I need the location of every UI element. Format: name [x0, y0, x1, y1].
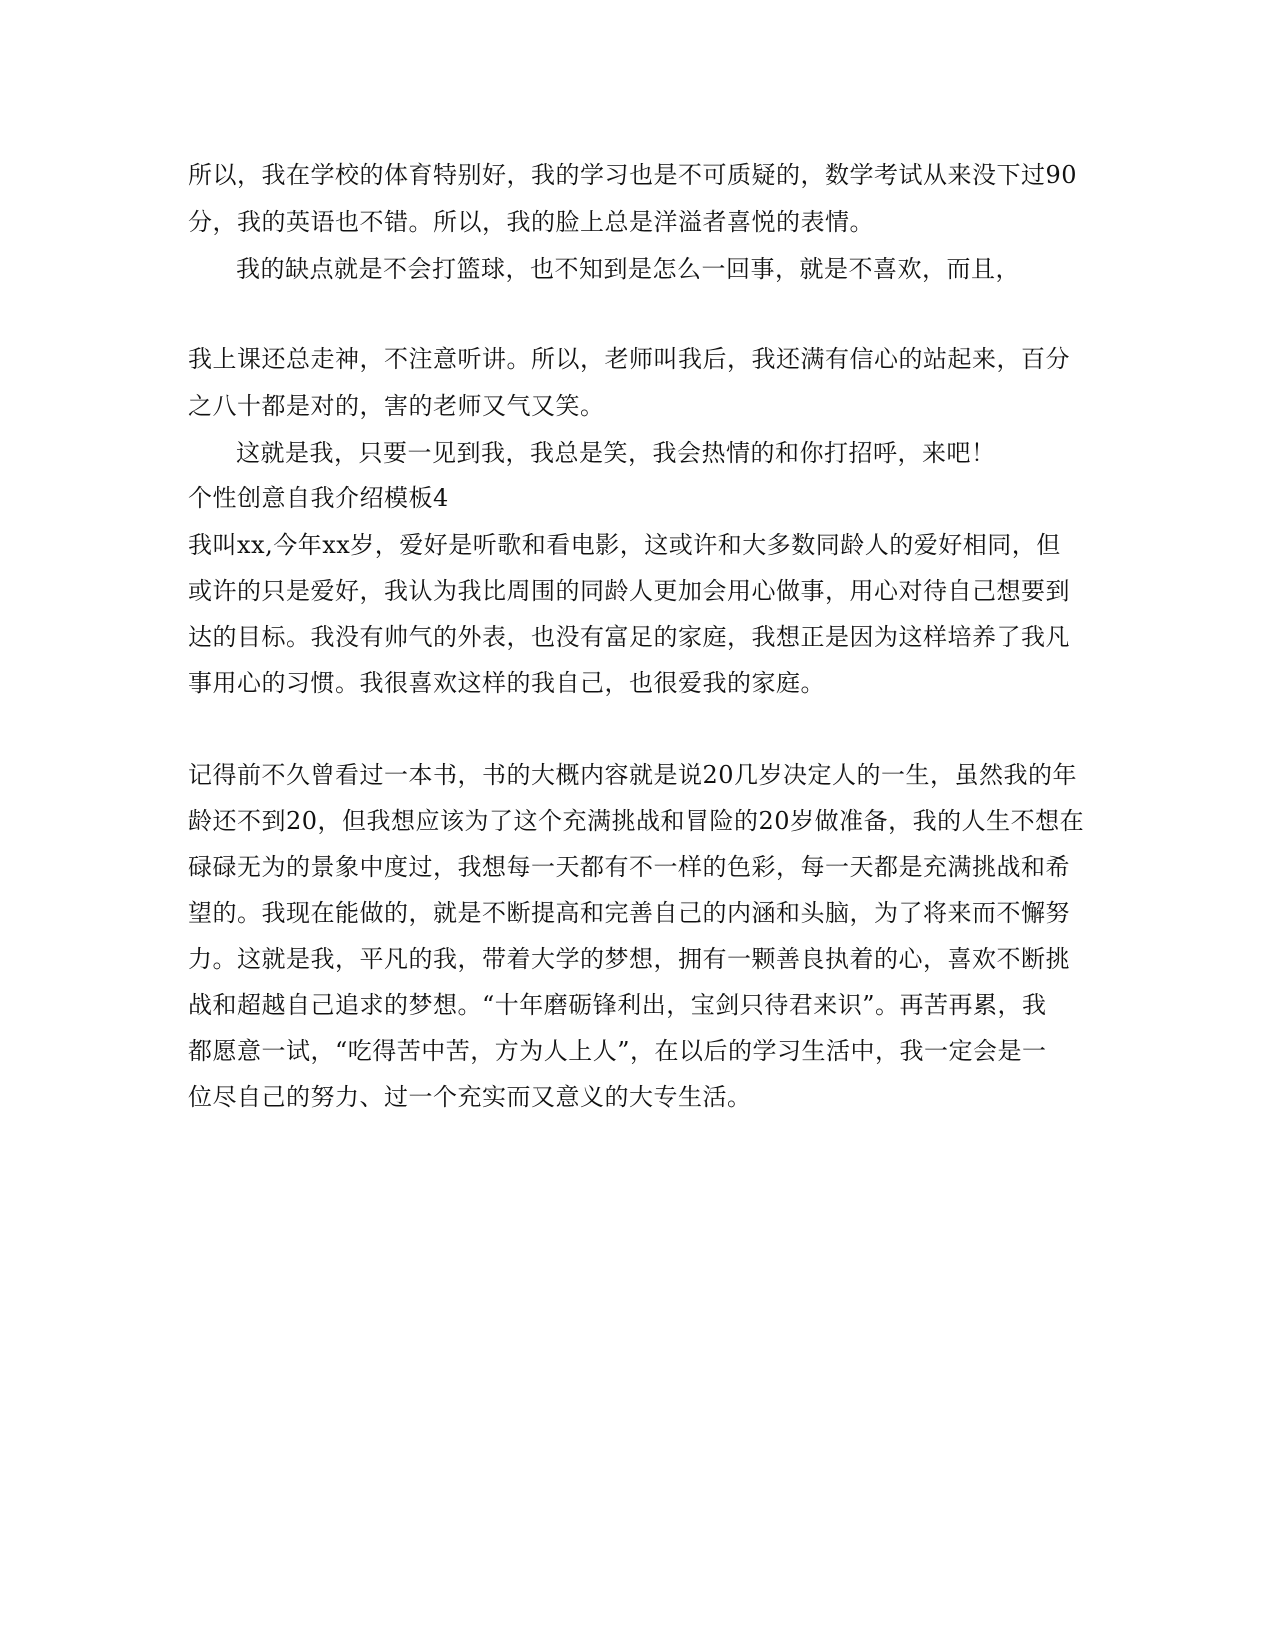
paragraph-line: 所以，我在学校的体育特别好，我的学习也是不可质疑的，数学考试从来没下过90	[188, 161, 1078, 189]
paragraph-line: 记得前不久曾看过一本书，书的大概内容就是说20几岁决定人的一生，虽然我的年	[188, 761, 1078, 789]
paragraph-line: 我叫xx,今年xx岁，爱好是听歌和看电影，这或许和大多数同龄人的爱好相同，但	[188, 531, 1061, 559]
paragraph-line: 达的目标。我没有帅气的外表，也没有富足的家庭，我想正是因为这样培养了我凡	[188, 623, 1070, 651]
paragraph-line: 力。这就是我，平凡的我，带着大学的梦想，拥有一颗善良执着的心，喜欢不断挑	[188, 945, 1070, 973]
paragraph-line: 战和超越自己追求的梦想。“十年磨砺锋利出，宝剑只待君来识”。再苦再累，我	[188, 991, 1047, 1019]
paragraph-line: 龄还不到20，但我想应该为了这个充满挑战和冒险的20岁做准备，我的人生不想在	[188, 807, 1085, 835]
paragraph-line: 事用心的习惯。我很喜欢这样的我自己，也很爱我的家庭。	[188, 669, 825, 697]
paragraph-line: 分，我的英语也不错。所以，我的脸上总是洋溢者喜悦的表情。	[188, 208, 874, 236]
section-heading: 个性创意自我介绍模板4	[188, 484, 449, 512]
paragraph-line: 都愿意一试，“吃得苦中苦，方为人上人”，在以后的学习生活中，我一定会是一	[188, 1037, 1047, 1065]
paragraph-line: 这就是我，只要一见到我，我总是笑，我会热情的和你打招呼，来吧！	[236, 439, 996, 467]
paragraph-line: 碌碌无为的景象中度过，我想每一天都有不一样的色彩，每一天都是充满挑战和希	[188, 853, 1070, 881]
paragraph-line: 我的缺点就是不会打篮球，也不知到是怎么一回事，就是不喜欢，而且，	[236, 255, 1020, 283]
paragraph-line: 我上课还总走神，不注意听讲。所以，老师叫我后，我还满有信心的站起来，百分	[188, 345, 1070, 373]
paragraph-line: 位尽自己的努力、过一个充实而又意义的大专生活。	[188, 1083, 752, 1111]
paragraph-line: 或许的只是爱好，我认为我比周围的同龄人更加会用心做事，用心对待自己想要到	[188, 577, 1070, 605]
paragraph-line: 之八十都是对的，害的老师又气又笑。	[188, 392, 605, 420]
paragraph-line: 望的。我现在能做的，就是不断提高和完善自己的内涵和头脑，为了将来而不懈努	[188, 899, 1070, 927]
